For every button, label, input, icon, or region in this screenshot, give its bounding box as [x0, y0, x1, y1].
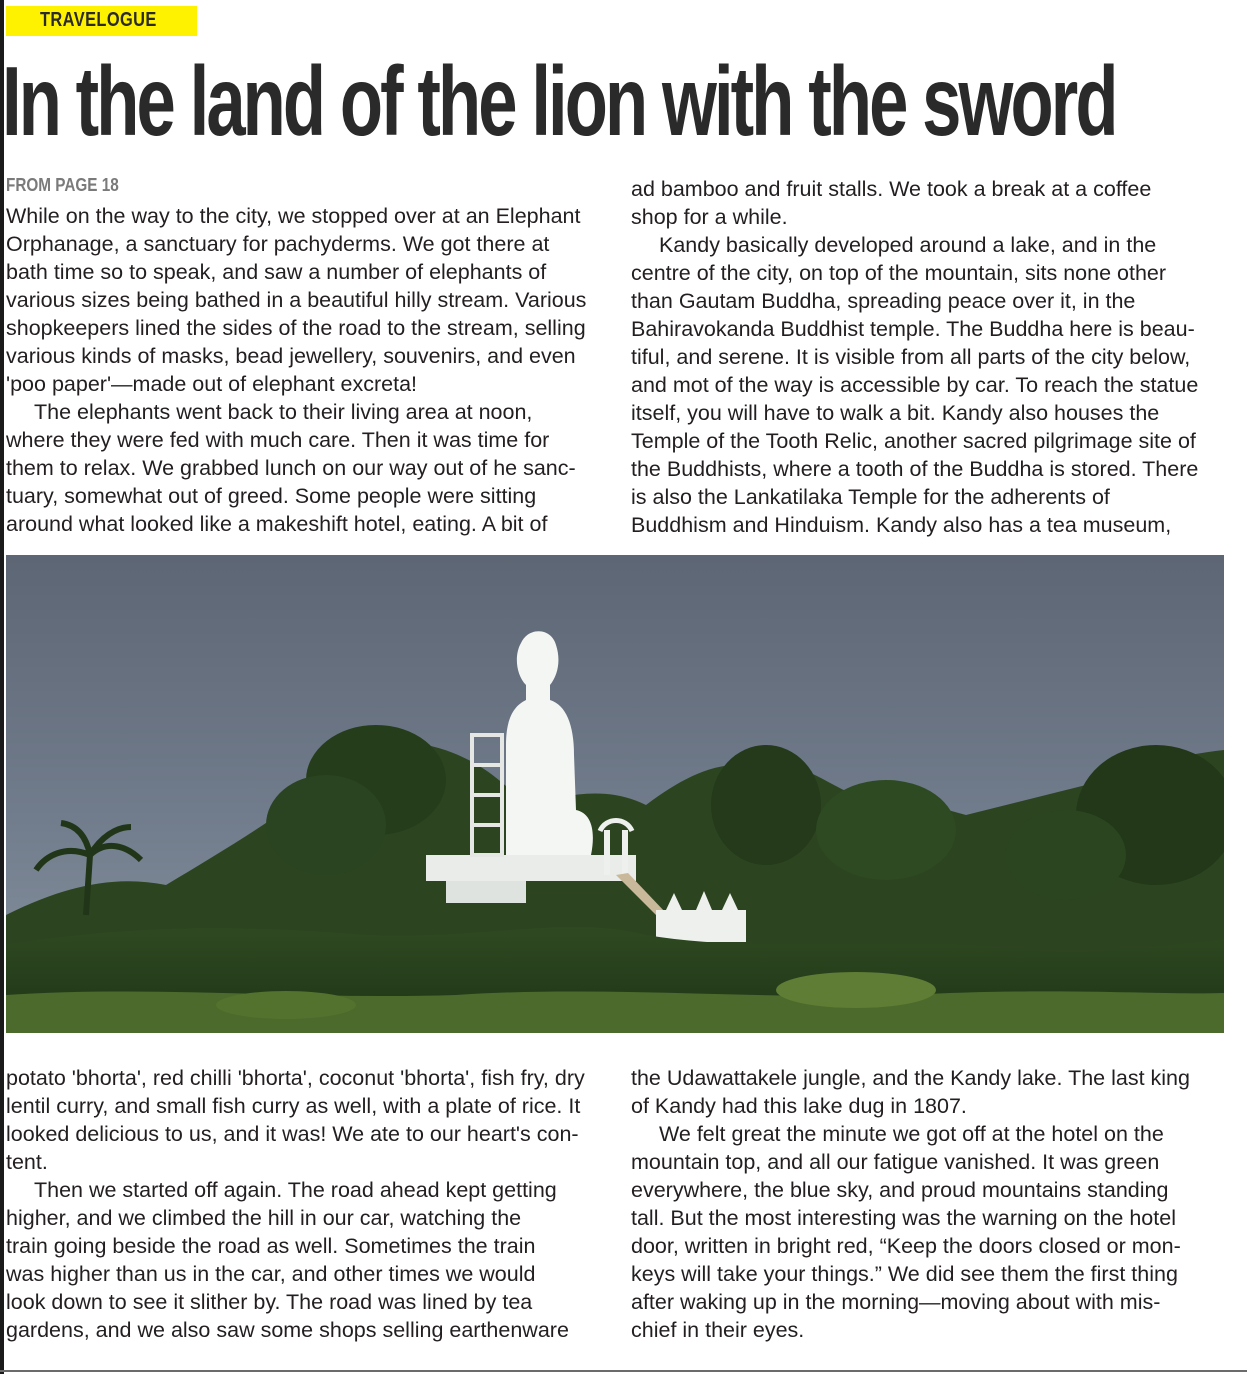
article-line: door, written in bright red, “Keep the doors closed or mon-: [631, 1234, 1181, 1258]
article-line: various kinds of masks, bead jewellery, souvenirs, and even: [6, 344, 576, 368]
article-line: While on the way to the city, we stopped over at an Elephant: [6, 204, 581, 228]
article-line: shopkeepers lined the sides of the road to the stream, selling: [6, 316, 586, 340]
article-line: keys will take your things.” We did see them the first thing: [631, 1262, 1178, 1286]
text-column-bottom-left: [6, 1064, 606, 1344]
article-line: Then we started off again. The road ahead kept getting: [34, 1178, 557, 1202]
article-line: look down to see it slither by. The road was lined by tea: [6, 1290, 533, 1314]
bottom-rule: [0, 1370, 1247, 1372]
article-line: shop for a while.: [631, 205, 788, 229]
article-line: tent.: [6, 1150, 48, 1174]
article-line: bath time so to speak, and saw a number of elephants of: [6, 260, 547, 284]
article-line: them to relax. We grabbed lunch on our way out of he sanc-: [6, 456, 576, 480]
article-line: We felt great the minute we got off at the hotel on the: [659, 1122, 1164, 1146]
buddha-statue-photo: [6, 555, 1224, 1033]
article-line: train going beside the road as well. Sometimes the train: [6, 1234, 536, 1258]
text-column-bottom-right: [631, 1064, 1231, 1344]
article-line: where they were fed with much care. Then it was time for: [6, 428, 550, 452]
article-line: Kandy basically developed around a lake, and in the: [659, 233, 1157, 257]
article-line: Bahiravokanda Buddhist temple. The Buddha here is beau-: [631, 317, 1195, 341]
article-headline: In the land of the lion with the sword: [2, 46, 1116, 156]
text-column-top-right: [631, 175, 1231, 539]
article-line: Buddhism and Hinduism. Kandy also has a tea museum,: [631, 513, 1172, 537]
left-margin-rule: [0, 0, 4, 1374]
article-line: Orphanage, a sanctuary for pachyderms. We got there at: [6, 232, 550, 256]
article-line: various sizes being bathed in a beautiful hilly stream. Various: [6, 288, 587, 312]
section-kicker-label: TRAVELOGUE: [40, 9, 157, 31]
continuation-label: FROM PAGE 18: [6, 175, 119, 195]
article-line: tall. But the most interesting was the warning on the hotel: [631, 1206, 1176, 1230]
article-line: is also the Lankatilaka Temple for the adherents of: [631, 485, 1110, 509]
article-line: the Buddhists, where a tooth of the Buddha is stored. There: [631, 457, 1199, 481]
article-line: mountain top, and all our fatigue vanished. It was green: [631, 1150, 1160, 1174]
article-line: itself, you will have to walk a bit. Kandy also houses the: [631, 401, 1160, 425]
article-line: after waking up in the morning—moving about with mis-: [631, 1290, 1161, 1314]
article-line: higher, and we climbed the hill in our car, watching the: [6, 1206, 522, 1230]
article-line: and mot of the way is accessible by car. To reach the statue: [631, 373, 1199, 397]
article-line: tuary, somewhat out of greed. Some people were sitting: [6, 484, 537, 508]
article-line: centre of the city, on top of the mountain, sits none other: [631, 261, 1167, 285]
article-line: 'poo paper'—made out of elephant excreta!: [6, 372, 418, 396]
article-line: everywhere, the blue sky, and proud mountains standing: [631, 1178, 1169, 1202]
article-line: was higher than us in the car, and other times we would: [6, 1262, 536, 1286]
article-line: chief in their eyes.: [631, 1318, 805, 1342]
article-line: than Gautam Buddha, spreading peace over it, in the: [631, 289, 1136, 313]
article-line: looked delicious to us, and it was! We ate to our heart's con-: [6, 1122, 579, 1146]
article-line: of Kandy had this lake dug in 1807.: [631, 1094, 967, 1118]
article-line: ad bamboo and fruit stalls. We took a break at a coffee: [631, 177, 1152, 201]
article-line: tiful, and serene. It is visible from all parts of the city below,: [631, 345, 1191, 369]
article-line: lentil curry, and small fish curry as well, with a plate of rice. It: [6, 1094, 581, 1118]
article-line: potato 'bhorta', red chilli 'bhorta', coconut 'bhorta', fish fry, dry: [6, 1066, 585, 1090]
article-line: The elephants went back to their living area at noon,: [34, 400, 533, 424]
article-line: the Udawattakele jungle, and the Kandy lake. The last king: [631, 1066, 1190, 1090]
section-kicker: [6, 6, 197, 36]
text-column-top-left: [6, 202, 606, 538]
article-line: Temple of the Tooth Relic, another sacred pilgrimage site of: [631, 429, 1196, 453]
article-line: gardens, and we also saw some shops selling earthenware: [6, 1318, 569, 1342]
article-line: around what looked like a makeshift hotel, eating. A bit of: [6, 512, 548, 536]
